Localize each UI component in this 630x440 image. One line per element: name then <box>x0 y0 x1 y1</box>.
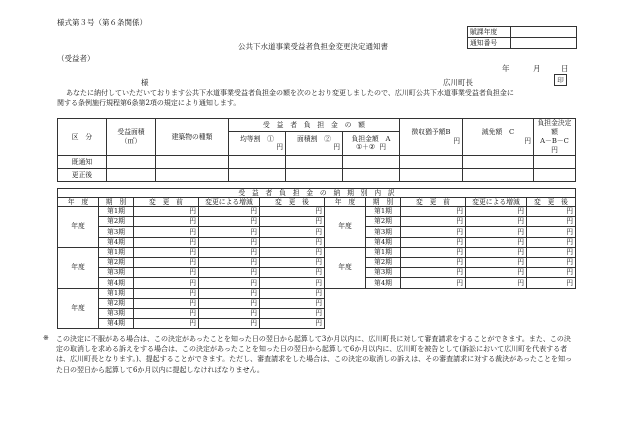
burden-table <box>57 118 576 182</box>
equal-rate-header <box>229 131 286 155</box>
exempt-label: 減免額 C <box>481 128 515 136</box>
before-cell-left[interactable]: 円 <box>134 247 199 257</box>
row-label-revised: 更正後 <box>58 169 107 182</box>
period-cell-right: 第4期 <box>366 237 401 247</box>
exempt-yen: 円 <box>524 137 531 145</box>
before-cell-left[interactable]: 円 <box>134 288 199 298</box>
before-cell-left[interactable]: 円 <box>134 278 199 288</box>
diff-cell-right[interactable]: 円 <box>466 207 527 217</box>
admin-box <box>467 26 577 49</box>
before-cell-left[interactable]: 円 <box>134 268 199 278</box>
after-cell-right[interactable]: 円 <box>527 257 576 267</box>
diff-cell-left[interactable]: 円 <box>199 237 260 247</box>
before-cell-right[interactable]: 円 <box>401 247 466 257</box>
before-cell-left[interactable]: 円 <box>134 257 199 267</box>
table-row <box>58 237 576 247</box>
diff-cell-right[interactable]: 円 <box>466 247 527 257</box>
table-row <box>58 278 576 288</box>
diff-cell-right[interactable]: 円 <box>466 268 527 278</box>
diff-cell-left[interactable]: 円 <box>199 247 260 257</box>
issuer-name: 広川町長 <box>443 78 473 87</box>
notice-number-label: 通知番号 <box>468 38 511 49</box>
diff-cell-left[interactable]: 円 <box>199 268 260 278</box>
form-number: 様式第３号（第６条関係） <box>57 18 147 27</box>
equal-rate-label: 均等割 ① <box>240 135 274 144</box>
date-day: 日 <box>561 64 569 73</box>
period-cell-left: 第3期 <box>99 268 134 278</box>
intro-line-1: あなたに納付していただいております公共下水道事業受益者負担金の額を次のとおり変更しましたので、広川町公共下水道事業受益者負担金に <box>66 89 514 97</box>
before-cell-left[interactable]: 円 <box>134 237 199 247</box>
col-before-left: 変 更 前 <box>134 198 199 207</box>
burden-amount-header <box>343 131 400 155</box>
col-after-right: 変 更 後 <box>527 198 576 207</box>
fiscal-year-label: 賦課年度 <box>468 27 511 38</box>
table-row <box>58 268 576 278</box>
col-diff-left: 変更による増減 <box>199 198 260 207</box>
after-cell-right[interactable]: 円 <box>527 268 576 278</box>
after-cell-left[interactable]: 円 <box>260 288 325 298</box>
final-header <box>534 119 576 156</box>
before-cell-left[interactable]: 円 <box>134 319 199 329</box>
after-cell-left[interactable]: 円 <box>260 298 325 308</box>
year-cell-right[interactable]: 年度 <box>325 247 366 288</box>
note-mark: ※ <box>43 334 49 342</box>
after-cell-left[interactable]: 円 <box>260 308 325 318</box>
period-cell-left: 第4期 <box>99 319 134 329</box>
final-label: 負担金決定額 <box>537 119 572 136</box>
col-before-right: 変 更 前 <box>401 198 466 207</box>
row-label-prior: 既通知 <box>58 156 107 169</box>
notice-number-field[interactable] <box>511 38 577 49</box>
after-cell-right[interactable]: 円 <box>527 207 576 217</box>
before-cell-right[interactable]: 円 <box>401 217 466 227</box>
period-cell-left: 第3期 <box>99 227 134 237</box>
appeal-note: この決定に不服がある場合は、この決定があったことを知った日の翌日から起算して3か月以内に、広川町長に対して審査請求をすることができます。また、この決定の取消しを求める訴えをする場合は、この決定があったことを知った日の翌日から起算して6か月以内に、広川町を被告として(訴訟において広川町を代表する者は、広川町長となります。)、提起することができます。ただし、審査請求をした場合は、この決定の取消しの訴えは、その審査請求に対する裁決があったことを知った日の翌日から起算して6か月以内に提起しなければなりません。 <box>56 335 573 374</box>
after-cell-right[interactable]: 円 <box>527 237 576 247</box>
burden-amount-label: 負担金額 A <box>351 135 391 144</box>
col-diff-right: 変更による増減 <box>466 198 527 207</box>
intro-line-2: 関する条例施行規程第6条第2項の規定により通知します。 <box>57 99 241 107</box>
period-cell-right: 第1期 <box>366 207 401 217</box>
after-cell-left[interactable]: 円 <box>260 319 325 329</box>
building-header: 建築物の種類 <box>156 119 229 156</box>
page-title: 公共下水道事業受益者負担金変更決定通知書 <box>238 42 388 51</box>
diff-cell-left[interactable]: 円 <box>199 288 260 298</box>
after-cell-left[interactable]: 円 <box>260 268 325 278</box>
diff-cell-left[interactable]: 円 <box>199 257 260 267</box>
seal-mark: 印 <box>554 74 567 86</box>
table-row <box>58 207 576 217</box>
before-cell-left[interactable]: 円 <box>134 227 199 237</box>
exempt-header <box>463 119 534 156</box>
area-rate-yen: 円 <box>333 143 340 152</box>
area-rate-label: 面積割 ② <box>297 135 331 144</box>
table-row <box>58 227 576 237</box>
period-cell-right: 第2期 <box>366 217 401 227</box>
date-month: 月 <box>533 64 541 73</box>
year-cell-left[interactable]: 年度 <box>58 288 99 329</box>
deferred-yen: 円 <box>453 137 460 145</box>
after-cell-left[interactable]: 円 <box>260 227 325 237</box>
after-cell-left[interactable]: 円 <box>260 278 325 288</box>
period-cell-left: 第1期 <box>99 288 134 298</box>
after-cell-left[interactable]: 円 <box>260 207 325 217</box>
col-year-left: 年 度 <box>58 198 99 207</box>
period-cell-left: 第2期 <box>99 257 134 267</box>
col-year-right: 年 度 <box>325 198 366 207</box>
period-cell-right: 第1期 <box>366 247 401 257</box>
empty-area <box>325 288 576 329</box>
burden-formula: ①＋② <box>355 143 375 152</box>
deferred-label: 徴収猶予額B <box>411 128 451 136</box>
table-row <box>58 247 576 257</box>
after-cell-right[interactable]: 円 <box>527 247 576 257</box>
burden-yen: 円 <box>379 143 387 152</box>
before-cell-right[interactable]: 円 <box>401 207 466 217</box>
diff-cell-left[interactable]: 円 <box>199 207 260 217</box>
period-cell-right: 第2期 <box>366 257 401 267</box>
diff-cell-right[interactable]: 円 <box>466 227 527 237</box>
table-row <box>58 217 576 227</box>
before-cell-right[interactable]: 円 <box>401 278 466 288</box>
before-cell-left[interactable]: 円 <box>134 217 199 227</box>
diff-cell-left[interactable]: 円 <box>199 217 260 227</box>
period-cell-left: 第1期 <box>99 247 134 257</box>
before-cell-left[interactable]: 円 <box>134 207 199 217</box>
addressee-label: （受益者） <box>57 54 95 63</box>
table-row <box>58 169 576 182</box>
final-formula: A－B－C 円 <box>540 137 576 154</box>
diff-cell-left[interactable]: 円 <box>199 227 260 237</box>
before-cell-right[interactable]: 円 <box>401 268 466 278</box>
year-cell-right[interactable]: 年度 <box>325 207 366 248</box>
date-year: 年 <box>502 64 510 73</box>
area-rate-header <box>286 131 343 155</box>
fiscal-year-field[interactable] <box>511 27 577 38</box>
after-cell-left[interactable]: 円 <box>260 257 325 267</box>
period-cell-left: 第2期 <box>99 217 134 227</box>
deferred-header <box>400 119 463 156</box>
burden-group-header: 受 益 者 負 担 金 の 額 <box>229 119 400 132</box>
before-cell-right[interactable]: 円 <box>401 237 466 247</box>
table-row <box>58 156 576 169</box>
kubun-header: 区 分 <box>58 119 107 156</box>
diff-cell-left[interactable]: 円 <box>199 319 260 329</box>
area-label: 受益面積 <box>117 128 145 136</box>
period-cell-right: 第3期 <box>366 227 401 237</box>
after-cell-left[interactable]: 円 <box>260 217 325 227</box>
honorific: 様 <box>141 78 149 87</box>
area-header <box>107 119 156 156</box>
period-cell-left: 第2期 <box>99 298 134 308</box>
after-cell-left[interactable]: 円 <box>260 247 325 257</box>
col-after-left: 変 更 後 <box>260 198 325 207</box>
schedule-header: 受 益 者 負 担 金 の 納 期 別 内 訳 <box>58 189 576 198</box>
diff-cell-right[interactable]: 円 <box>466 237 527 247</box>
year-cell-left[interactable]: 年度 <box>58 247 99 288</box>
before-cell-right[interactable]: 円 <box>401 257 466 267</box>
period-cell-left: 第4期 <box>99 237 134 247</box>
period-cell-left: 第3期 <box>99 308 134 318</box>
col-period-right: 期 別 <box>366 198 401 207</box>
period-cell-left: 第4期 <box>99 278 134 288</box>
after-cell-right[interactable]: 円 <box>527 217 576 227</box>
diff-cell-right[interactable]: 円 <box>466 217 527 227</box>
after-cell-right[interactable]: 円 <box>527 278 576 288</box>
period-cell-right: 第3期 <box>366 268 401 278</box>
before-cell-left[interactable]: 円 <box>134 298 199 308</box>
schedule-column-headers <box>58 198 576 207</box>
diff-cell-left[interactable]: 円 <box>199 298 260 308</box>
area-unit: （㎡） <box>120 137 142 145</box>
after-cell-left[interactable]: 円 <box>260 237 325 247</box>
diff-cell-left[interactable]: 円 <box>199 308 260 318</box>
before-cell-right[interactable]: 円 <box>401 227 466 237</box>
after-cell-right[interactable]: 円 <box>527 227 576 237</box>
payment-schedule-table <box>57 188 576 329</box>
before-cell-left[interactable]: 円 <box>134 308 199 318</box>
col-period-left: 期 別 <box>99 198 134 207</box>
period-cell-right: 第4期 <box>366 278 401 288</box>
equal-rate-yen: 円 <box>276 143 283 152</box>
diff-cell-right[interactable]: 円 <box>466 257 527 267</box>
year-cell-left[interactable]: 年度 <box>58 207 99 248</box>
table-row <box>58 288 576 298</box>
period-cell-left: 第1期 <box>99 207 134 217</box>
table-row <box>58 257 576 267</box>
diff-cell-right[interactable]: 円 <box>466 278 527 288</box>
diff-cell-left[interactable]: 円 <box>199 278 260 288</box>
